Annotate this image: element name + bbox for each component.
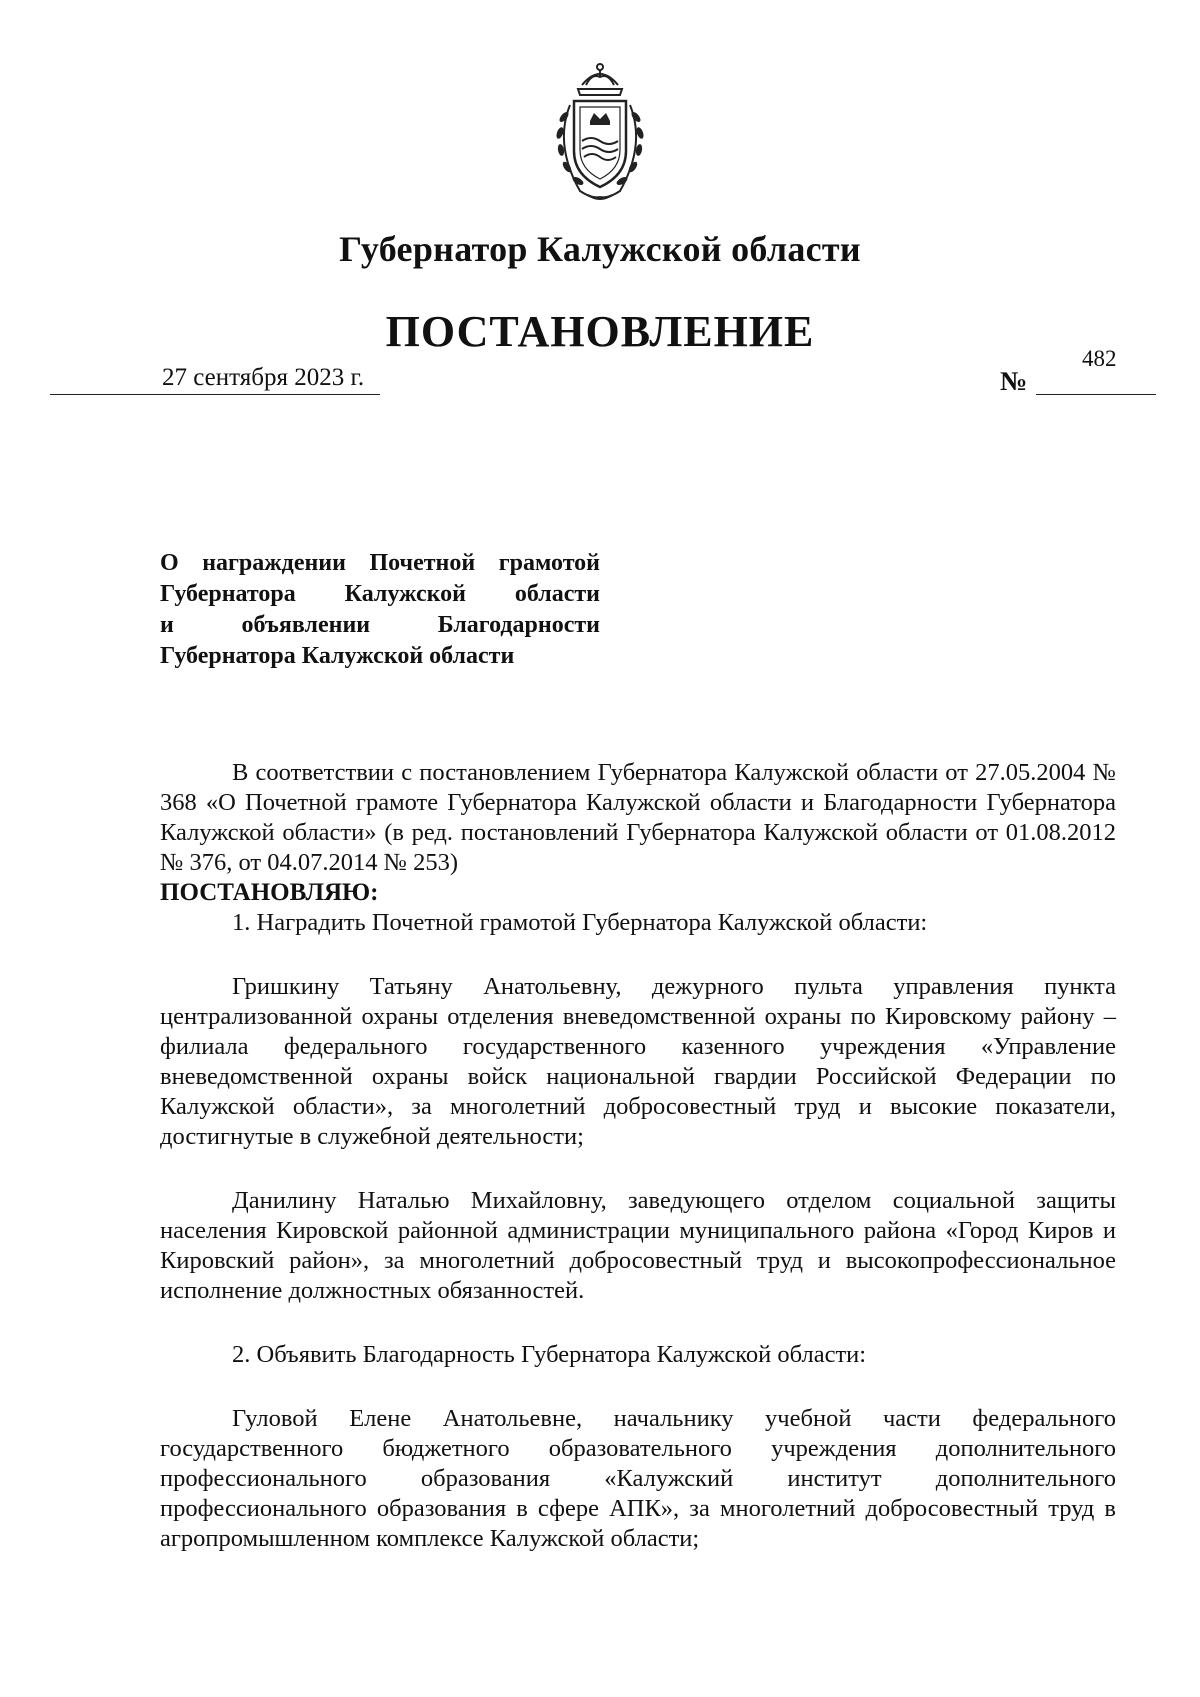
document-subject [160,548,600,672]
award-paragraph-grishkina: Гришкину Татьяну Анатольевну, дежурного пульта управления пункта централизованной охраны отделения вневедомственной охраны по Кировскому району – филиала федерального государственного казенного учреждения «Управление вневедомственной охраны войск национальной гвардии Российской Федерации по Калужской области», за многолетний добросовестный труд и высокие показатели, достигнутые в служебной деятельности; [160,973,1116,1150]
subject-line: О награждении Почетной грамотой [160,550,600,576]
subject-line: Губернатора Калужской области [160,581,600,607]
item-2-heading: 2. Объявить Благодарность Губернатора Калужской области: [232,1341,867,1368]
issuing-authority-title: Губернатор Калужской области [339,229,861,269]
item-1-heading: 1. Наградить Почетной грамотой Губернатора Калужской области: [232,909,928,936]
document-type-heading: ПОСТАНОВЛЕНИЕ [385,307,815,356]
subject-line: и объявлении Благодарности [160,612,600,638]
thanks-paragraph-gulova: Гуловой Елене Анатольевне, начальнику учебной части федерального государственного бюджетного образовательного учреждения дополнительного профессионального образования «Калужский институт дополнительного профессионального образования в сфере АПК», за многолетний добросовестный труд в агропромышленном комплексе Калужской области; [160,1405,1116,1552]
decree-keyword: ПОСТАНОВЛЯЮ: [160,879,379,906]
number-sign: № [1000,366,1028,396]
coat-of-arms-emblem [540,55,660,205]
award-paragraph-danilina: Данилину Наталью Михайловну, заведующего отделом социальной защиты населения Кировской районной администрации муниципального района «Город Киров и Кировский район», за многолетний добросовестный труд и высокопрофессиональное исполнение должностных обязанностей. [160,1187,1116,1304]
subject-line: Губернатора Калужской области [160,643,515,669]
document-date: 27 сентября 2023 г. [162,364,365,391]
document-number: 482 [1082,346,1117,371]
document-body [160,758,1116,1554]
preamble-paragraph: В соответствии с постановлением Губернатора Калужской области от 27.05.2004 № 368 «О Почетной грамоте Губернатора Калужской области и Благодарности Губернатора Калужской области» (в ред. постановлений Губернатора Калужской области от 01.08.2012 № 376, от 04.07.2014 № 253) [160,759,1116,876]
